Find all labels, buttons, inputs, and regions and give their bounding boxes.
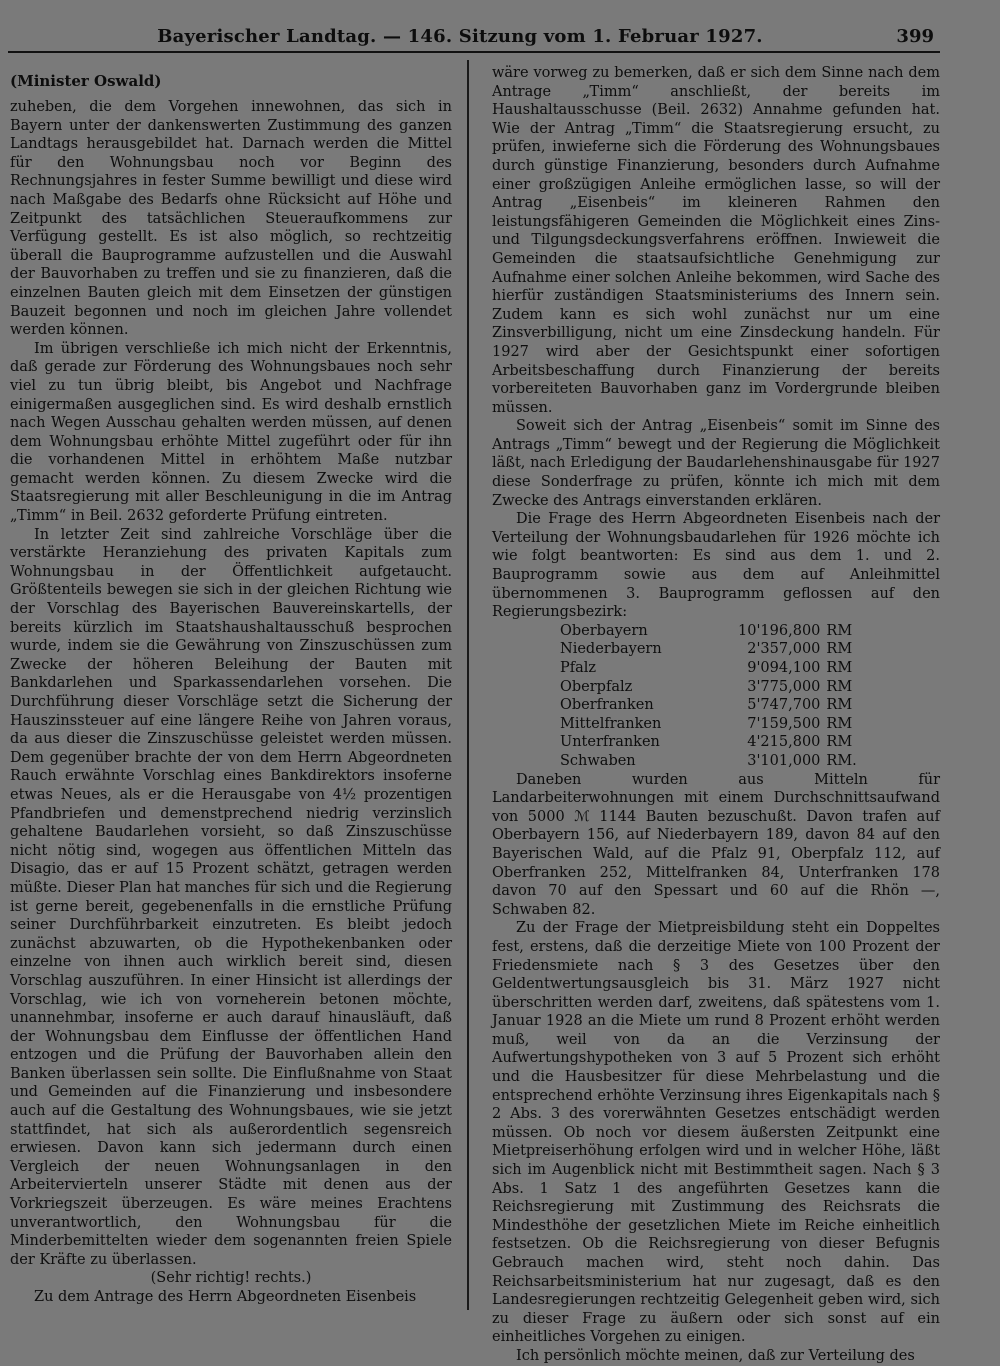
table-row xyxy=(560,659,857,678)
column-divider xyxy=(467,60,469,1310)
left-column xyxy=(10,64,452,1307)
paragraph: Im übrigen verschließe ich mich nicht der Erkenntnis, daß gerade zur Förderung des Wohnungsbaues noch sehr viel zu tun übrig bleibt, bis Angebot und Nachfrage einigermaßen ausgeglichen sind. Es wird deshalb ernstlich nach Wegen Ausschau gehalten werden müssen, auf denen dem Wohnungsbau erhöhte Mittel zugeführt oder für ihn die vorhandenen Mittel in erhöhtem Maße nutzbar gemacht werden können. Zu diesem Zwecke wird die Staatsregierung mit aller Beschleunigung in die im Antrag „Timm“ in Beil. 2632 geforderte Prüfung eintreten. xyxy=(10,340,452,525)
paragraph: Zu dem Antrage des Herrn Abgeordneten Eisenbeis xyxy=(34,1289,417,1305)
table-row xyxy=(560,678,857,697)
running-title: Bayerischer Landtag. — 146. Sitzung vom 1. Februar 1927. xyxy=(157,26,763,47)
paragraph: Ich persönlich möchte meinen, daß zur Verteilung des xyxy=(516,1347,915,1364)
table-row xyxy=(560,733,857,752)
header-rule xyxy=(8,51,940,53)
district-amount: 2'357,000 xyxy=(747,641,821,658)
paragraph: Zu der Frage der Mietpreisbildung steht ein Doppeltes fest, erstens, daß die derzeitige Miete von 100 Prozent der Friedensmiete nach § 3 des Gesetzes über den Geldentwertungsausgleich bis 31. März 1927 nicht überschritten werden darf, zweitens, daß spätestens vom 1. Januar 1928 an die Miete um rund 8 Prozent erhöht werden muß, weil von da an die Verzinsung der Aufwertungshypotheken von 3 auf 5 Prozent sich erhöht und die Hausbesitzer für diese Mehrbelastung und die entsprechend erhöhte Verzinsung ihres Eigenkapitals nach § 2 Abs. 3 des vorerwähnten Gesetzes entschädigt werden müssen. Ob noch vor diesem äußersten Zeitpunkt eine Mietpreiserhöhung erfolgen wird und in welcher Höhe, läßt sich im Augenblick nicht mit Bestimmtheit sagen. Nach § 3 Abs. 1 Satz 1 des angeführten Gesetzes kann die Reichsregierung mit Zustimmung des Reichsrats die Mindesthöhe der gesetzlichen Miete im Reiche einheitlich festsetzen. Ob die Reichsregierung von dieser Befugnis Gebrauch machen wird, steht noch dahin. Das Reichsarbeitsministerium hat nur zugesagt, daß es den Landesregierungen rechtzeitig Gelegenheit geben wird, sich zu dieser Frage zu äußern oder sich sonst auf ein einheitliches Vorgehen zu einigen. xyxy=(492,920,940,1346)
district-name: Pfalz xyxy=(560,660,597,676)
speaker-label: (Minister Oswald) xyxy=(10,72,162,90)
district-amount: 5'747,700 xyxy=(747,697,821,714)
page-header xyxy=(0,0,1000,52)
right-column xyxy=(492,64,940,1366)
currency-unit: RM xyxy=(826,641,853,658)
district-name: Niederbayern xyxy=(560,641,662,658)
paragraph: Soweit sich der Antrag „Eisenbeis“ somit im Sinne des Antrags „Timm“ bewegt und der Regierung die Möglichkeit läßt, nach Erledigung der Baudarlehenshinausgabe für 1927 diese Sonderfrage zu prüfen, könnte ich mich mit dem Zwecke des Antrags einverstanden erklären. xyxy=(492,418,940,509)
district-amount: 7'159,500 xyxy=(747,715,821,732)
paragraph: Die Frage des Herrn Abgeordneten Eisenbeis nach der Verteilung der Wohnungsbaudarlehen für 1926 möchte ich wie folgt beantworten: Es sind aus dem 1. und 2. Bauprogramm sowie aus dem auf Anleihmittel übernommenen 3. Bauprogramm geflossen auf den Regierungsbezirk: xyxy=(492,511,940,621)
table-row xyxy=(560,752,857,771)
interjection: (Sehr richtig! rechts.) xyxy=(150,1270,312,1287)
currency-unit: RM xyxy=(826,622,853,639)
paragraph: zuheben, die dem Vorgehen innewohnen, das sich in Bayern unter der dankenswerten Zustimmung des ganzen Landtags herausgebildet hat. Darnach werden die Mittel für den Wohnungsbau noch vor Beginn des Rechnungsjahres in fester Summe bewilligt und diese wird nach Maßgabe des Bedarfs ohne Rücksicht auf Höhe und Zeitpunkt des tatsächlichen Steueraufkommens zur Verfügung gestellt. Es ist also möglich, so rechtzeitig überall die Bauprogramme aufzustellen und die Auswahl der Bauvorhaben zu treffen und sie zu finanzieren, daß die einzelnen Bauten gleich mit dem Einsetzen der günstigen Bauzeit begonnen und noch im gleichen Jahre vollendet werden können. xyxy=(10,99,452,339)
district-name: Schwaben xyxy=(560,752,636,769)
currency-unit: RM xyxy=(826,678,853,695)
district-name: Unterfranken xyxy=(560,734,660,751)
table-row xyxy=(560,640,857,659)
district-amount: 3'775,000 xyxy=(747,678,821,695)
district-name: Oberpfalz xyxy=(560,678,633,695)
page-number: 399 xyxy=(896,26,934,47)
district-amount: 10'196,800 xyxy=(738,622,821,639)
paragraph: wäre vorweg zu bemerken, daß er sich dem Sinne nach dem Antrage „Timm“ anschließt, der bereits im Haushaltausschusse (Beil. 2632) Annahme gefunden hat. Wie der Antrag „Timm“ die Staatsregierung ersucht, zu prüfen, inwieferne sich die Förderung des Wohnungsbaues durch günstige Finanzierung, besonders durch Aufnahme einer großzügigen Anleihe ermöglichen lasse, so will der Antrag „Eisenbeis“ im kleineren Rahmen den leistungsfähigeren Gemeinden die Möglichkeit eines Zins- und Tilgungsdeckungsverfahrens eröffnen. Inwieweit die Gemeinden die staatsaufsichtliche Genehmigung zur Aufnahme einer solchen Anleihe bekommen, wird Sache des hierfür zuständigen Staatsministeriums des Innern sein. Zudem kann es sich wohl zunächst nur um eine Zinsverbilligung, nicht um eine Zinsdeckung handeln. Für 1927 wird aber der Gesichtspunkt einer sofortigen Arbeitsbeschaffung durch Finanzierung der bereits vorbereiteten Bauvorhaben ganz im Vordergrunde bleiben müssen. xyxy=(492,65,940,416)
district-name: Mittelfranken xyxy=(560,715,662,732)
paragraph: In letzter Zeit sind zahlreiche Vorschläge über die verstärkte Heranziehung des privaten Kapitals zum Wohnungsbau in der Öffentlichkeit aufgetaucht. Größtenteils bewegen sie sich in der gleichen Richtung wie der Vorschlag des Bayerischen Bauvereinskartells, der bereits kürzlich im Staatshaushaltausschuß besprochen wurde, indem sie die Gewährung von Zinszuschüssen zum Zwecke der höheren Beleihung der Bauten mit Bankdarlehen und Sparkassendarlehen vorsehen. Die Durchführung dieser Vorschläge setzt die Sicherung der Hauszinssteuer auf eine längere Reihe von Jahren voraus, da aus dieser die Zinszuschüsse geleistet werden müssen. Dem gegenüber brachte der von dem Herrn Abgeordneten Rauch erwähnte Vorschlag eines Bankdirektors insoferne etwas Neues, als er die Herausgabe von 4½ prozentigen Pfandbriefen und demenstprechend niedrig verzinslich gehaltene Baudarlehen vorsieht, so daß Zinszuschüsse nicht nötig sind, wogegen aus öffentlichen Mitteln das Disagio, das er auf 15 Prozent schätzt, getragen werden müßte. Dieser Plan hat manches für sich und die Regierung ist gerne bereit, gegebenenfalls in die ernstliche Prüfung seiner Durchführbarkeit einzutreten. Es bleibt jedoch zunächst abzuwarten, ob die Hypothekenbanken oder einzelne von ihnen auch wirklich bereit sind, diesen Vorschlag auszuführen. In einer Hinsicht ist allerdings der Vorschlag, wie ich von vorneherein betonen möchte, unannehmbar, insoferne er auch darauf hinausläuft, daß der Wohnungsbau dem Einflusse der öffentlichen Hand entzogen und die Prüfung der Bauvorhaben allein den Banken überlassen sein sollte. Die Einflußnahme von Staat und Gemeinden auf die Finanzierung und insbesondere auch auf die Gestaltung des Wohnungsbaues, wie sie jetzt stattfindet, hat sich als außerordentlich segensreich erwiesen. Davon kann sich jedermann durch einen Vergleich der neuen Wohnungsanlagen in den Arbeitervierteln unserer Städte mit denen aus der Vorkriegszeit überzeugen. Es wäre meines Erachtens unverantwortlich, den Wohnungsbau für die Minderbemittelten wieder dem sogenannten freien Spiele der Kräfte zu überlassen. xyxy=(10,526,452,1268)
district-funds-table xyxy=(560,622,857,771)
district-amount: 3'101,000 xyxy=(747,752,821,769)
paragraph: Daneben wurden aus Mitteln für Landarbeiterwohnungen mit einem Durchschnittsaufwand von 5000 ℳ 1144 Bauten bezuschußt. Davon trafen auf Oberbayern 156, auf Niederbayern 189, davon 84 auf den Bayerischen Wald, auf die Pfalz 91, Oberpfalz 112, auf Oberfranken 252, Mittelfranken 84, Unterfranken 178 davon 70 auf den Spessart und 60 auf die Rhön —, Schwaben 82. xyxy=(492,771,940,918)
table-row xyxy=(560,622,857,641)
table-row xyxy=(560,696,857,715)
district-name: Oberfranken xyxy=(560,697,654,714)
currency-unit: RM xyxy=(826,660,853,676)
district-amount: 4'215,800 xyxy=(747,734,821,751)
district-amount: 9'094,100 xyxy=(747,660,821,676)
currency-unit: RM. xyxy=(826,752,857,769)
currency-unit: RM xyxy=(826,734,853,751)
table-row xyxy=(560,715,857,734)
district-name: Oberbayern xyxy=(560,622,648,639)
currency-unit: RM xyxy=(826,697,853,714)
currency-unit: RM xyxy=(826,715,853,732)
